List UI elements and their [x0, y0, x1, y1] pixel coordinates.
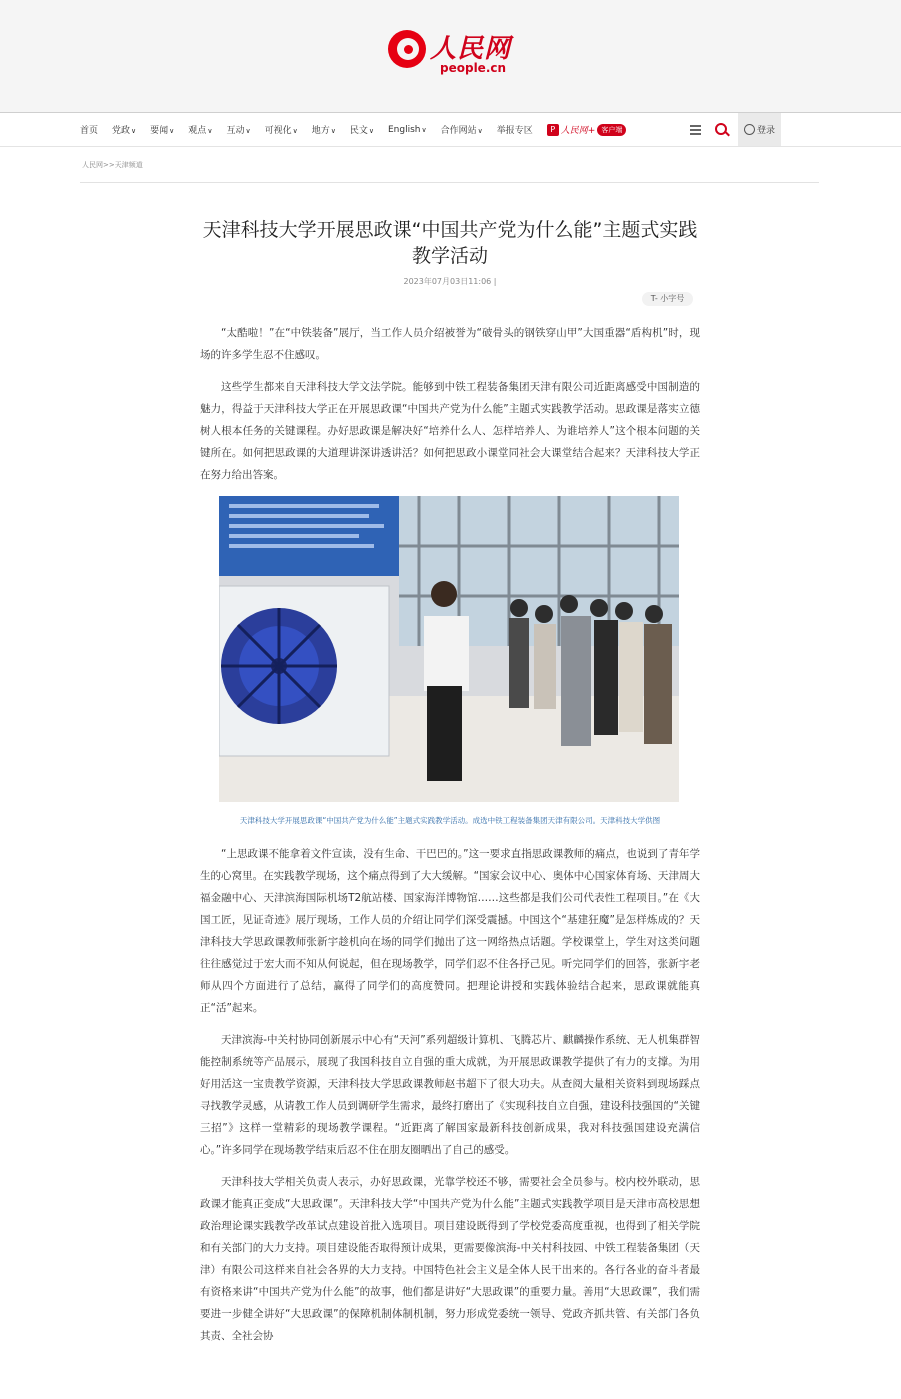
- paragraph: “太酷啦！”在“中铁装备”展厅，当工作人员介绍被誉为“破骨头的钢铁穿山甲”大国重器“盾构机”时，现场的许多学生忍不住感叹。: [200, 327, 700, 361]
- people-logo[interactable]: [388, 28, 518, 76]
- nav-item[interactable]: [80, 123, 98, 136]
- chevron-down-icon: ∨: [292, 127, 298, 135]
- nav-item-label: 地方: [311, 126, 330, 136]
- nav-item-label: 党政: [112, 126, 131, 136]
- nav-item-label: 合作网站: [440, 126, 477, 136]
- nav-item-label: 首页: [80, 126, 99, 136]
- nav-item-label: 互动: [226, 126, 245, 136]
- chevron-down-icon: ∨: [330, 127, 336, 135]
- nav-item[interactable]: [150, 123, 174, 136]
- article-meta: 2023年07月03日11:06 |: [403, 277, 497, 286]
- paragraph: 这些学生都来自天津科技大学文法学院。能够到中铁工程装备集团天津有限公司近距离感受中国制造的魅力，得益于天津科技大学正在开展思政课“中国共产党为什么能”主题式实践教学活动。思政课是落实立德树人根本任务的关键课程。办好思政课是解决好“培养什么人、怎样培养人、为谁培养人”这个根本问题的关键所在。如何把思政课的大道理讲深讲透讲活？如何把思政小课堂同社会大课堂结合起来？天津科技大学正在努力给出答案。: [200, 381, 700, 481]
- nav-item[interactable]: [497, 123, 533, 136]
- nav-item-label: 民文: [349, 126, 368, 136]
- breadcrumb[interactable]: 人民网>>天津频道: [82, 161, 143, 169]
- article-photo: [219, 496, 679, 802]
- logo-icon: [388, 30, 426, 68]
- font-size-label: 小字号: [660, 294, 685, 303]
- chevron-down-icon: ∨: [207, 127, 213, 135]
- nav-item[interactable]: [441, 123, 483, 136]
- search-icon[interactable]: [706, 113, 736, 146]
- nav-item[interactable]: [265, 123, 298, 136]
- nav-item-label: 观点: [188, 126, 207, 136]
- login-button[interactable]: [738, 113, 781, 146]
- photo-illustration: [219, 496, 679, 802]
- logo-text-en: people.cn: [440, 61, 507, 75]
- client-download-link[interactable]: [547, 123, 627, 136]
- nav-item-label: English: [388, 124, 421, 135]
- divider: [80, 182, 819, 183]
- logo-text-cn: 人民网: [430, 34, 512, 64]
- client-name: 人民网+: [560, 126, 596, 136]
- site-header: [0, 0, 901, 113]
- chevron-down-icon: ∨: [368, 127, 374, 135]
- nav-item-label: 要闻: [150, 126, 169, 136]
- main-nav: [0, 113, 901, 147]
- chevron-down-icon: ∨: [245, 127, 251, 135]
- nav-items: [80, 113, 640, 146]
- article-title: 天津科技大学开展思政课“中国共产党为什么能”主题式实践教学活动: [202, 218, 698, 267]
- nav-item-label: 可视化: [264, 126, 292, 136]
- nav-item[interactable]: [350, 123, 374, 136]
- chevron-down-icon: ∨: [169, 127, 175, 135]
- paragraph: 天津科技大学相关负责人表示，办好思政课，光靠学校还不够，需要社会全员参与。校内校外联动，思政课才能真正变成“大思政课”。天津科技大学“中国共产党为什么能”主题式实践教学项目是天津市高校思想政治理论课实践教学改革试点建设首批入选项目。项目建设既得到了学校党委高度重视，也得到了相关学院和有关部门的大力支持。项目建设能否取得预计成果，更需要像滨海-中关村科技园、中铁工程装备集团（天津）有限公司这样来自社会各界的大力支持。中国特色社会主义是全体人民干出来的。各行各业的奋斗者最有资格来讲“中国共产党为什么能”的故事，他们都是讲好“大思政课”的重要力量。善用“大思政课”，我们需要进一步健全讲好“大思政课”的保障机制体制机制，努力形成党委统一领导、党政齐抓共管、有关部门各负其责、全社会协: [200, 1176, 700, 1342]
- photo-caption: 天津科技大学开展思政课“中国共产党为什么能”主题式实践教学活动。成选中铁工程装备集团天津有限公司。天津科技大学供图: [239, 816, 661, 825]
- user-icon: [744, 124, 755, 135]
- nav-item[interactable]: [312, 123, 336, 136]
- nav-item[interactable]: [226, 123, 250, 136]
- chevron-down-icon: ∨: [131, 127, 137, 135]
- client-tag: 客户端: [597, 124, 626, 136]
- article-body: [200, 322, 700, 1357]
- paragraph: “上思政课不能拿着文件宣读，没有生命、干巴巴的。”这一要求直指思政课教师的痛点，也说到了青年学生的心窝里。在实践教学现场，这个痛点得到了大大缓解。“国家会议中心、奥体中心国家体育场、天津周大福金融中心、天津滨海国际机场T2航站楼、国家海洋博物馆……这些都是我们公司代表性工程项目。”在《大国工匠，见证奇迹》展厅现场，工作人员的介绍让同学们深受震撼。中国这个“基建狂魔”是怎样炼成的？天津科技大学思政课教师张新宇趁机向在场的同学们抛出了这一网络热点话题。学校课堂上，学生对这类问题往往感觉过于宏大而不知从何说起，但在现场教学，同学们忍不住各抒己见。听完同学们的回答，张新宇老师从四个方面进行了总结，赢得了同学们的高度赞同。把理论讲授和实践体验结合起来，思政课就能真正“活”起来。: [200, 848, 700, 1014]
- chevron-down-icon: ∨: [421, 125, 427, 134]
- login-label: 登录: [756, 126, 775, 136]
- nav-tools: [684, 113, 781, 146]
- font-size-button[interactable]: [642, 292, 693, 306]
- font-size-icon: T-: [650, 294, 658, 303]
- nav-item[interactable]: [388, 125, 427, 135]
- hamburger-icon[interactable]: [684, 113, 706, 146]
- nav-item-label: 举报专区: [496, 126, 533, 136]
- chevron-down-icon: ∨: [477, 127, 483, 135]
- paragraph: 天津滨海-中关村协同创新展示中心有“天河”系列超级计算机、飞腾芯片、麒麟操作系统、无人机集群智能控制系统等产品展示，展现了我国科技自立自强的重大成就，为开展思政课教学提供了有力的支撑。为用好用活这一宝贵教学资源，天津科技大学思政课教师赵书超下了很大功夫。从查阅大量相关资料到现场踩点寻找教学灵感，从请教工作人员到调研学生需求，最终打磨出了《实现科技自立自强，建设科技强国的“关键三招”》这样一堂精彩的现场教学课程。“近距离了解国家最新科技创新成果，我对科技强国建设充满信心。”许多同学在现场教学结束后忍不住在朋友圈晒出了自己的感受。: [200, 1034, 700, 1156]
- nav-item[interactable]: [112, 123, 136, 136]
- people-app-icon: P: [547, 124, 559, 136]
- nav-item[interactable]: [188, 123, 212, 136]
